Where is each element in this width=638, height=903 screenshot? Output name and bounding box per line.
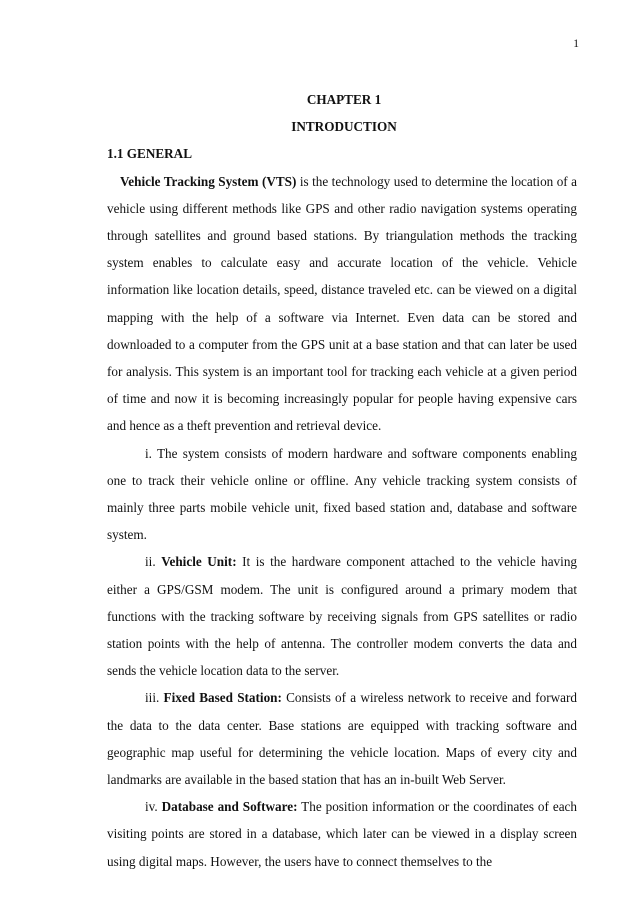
list-item-text: It is the hardware component attached to the vehicle having either a GPS/GSM modem. The unit is configured around a primary modem that functions with the tracking software by receiving signals from GPS satellites or radio station points with the help of antenna. The controller modem converts the data and sends the vehicle location data to the server. bbox=[107, 554, 578, 679]
intro-text: is the technology used to determine the location of a vehicle using different methods like GPS and other radio navigation systems operating through satellites and ground based stations. By triangulation methods the tracking system enables to calculate easy and accurate location of the vehicle. Vehicle information like location details, speed, distance traveled etc. can be viewed on a digital mapping with the help of a software via Internet. Even data can be stored and downloaded to a computer from the GPS unit at a base station and that can later be used for analysis. This system is an important tool for tracking each vehicle at a given period of time and now it is becoming increasingly popular for people having expensive cars and hence as a theft prevention and retrieval device. bbox=[107, 173, 577, 434]
list-item-2 bbox=[107, 548, 577, 684]
list-item-term: Fixed Based Station: bbox=[163, 690, 282, 706]
section-heading: 1.1 GENERAL bbox=[107, 146, 192, 162]
list-item-text: Consists of a wireless network to receive and forward the data to the data center. Base stations are equipped with tracking software and geographic map useful for determining the vehicle location. Maps of every city and landmarks are available in the based station that has an in-built Web Server. bbox=[107, 690, 578, 788]
chapter-label: CHAPTER 1 bbox=[306, 92, 382, 107]
list-item-3 bbox=[107, 684, 577, 793]
page-number: 1 bbox=[573, 38, 579, 50]
list-item-text: The system consists of modern hardware and software components enabling one to track their vehicle online or offline. Any vehicle tracking system consists of mainly three parts mobile vehicle unit, fixed based station and, database and software system. bbox=[107, 445, 577, 543]
list-item-numeral: iii. bbox=[145, 690, 160, 706]
intro-paragraph bbox=[107, 168, 577, 440]
page-content bbox=[107, 86, 577, 875]
list-item-numeral: iv. bbox=[145, 799, 158, 815]
intro-term: Vehicle Tracking System (VTS) bbox=[120, 173, 297, 189]
chapter-title: INTRODUCTION bbox=[291, 119, 397, 135]
list-item-1 bbox=[107, 440, 577, 549]
list-item-numeral: ii. bbox=[145, 554, 156, 570]
list-item-numeral: i. bbox=[145, 445, 152, 461]
list-item-4 bbox=[107, 793, 577, 875]
list-item-text: The position information or the coordinates of each visiting points are stored in a database, which later can be viewed in a display screen using digital maps. However, the users have to connect themselves to the bbox=[107, 799, 578, 869]
list-item-term: Vehicle Unit: bbox=[161, 554, 237, 570]
list-item-term: Database and Software: bbox=[161, 799, 298, 815]
